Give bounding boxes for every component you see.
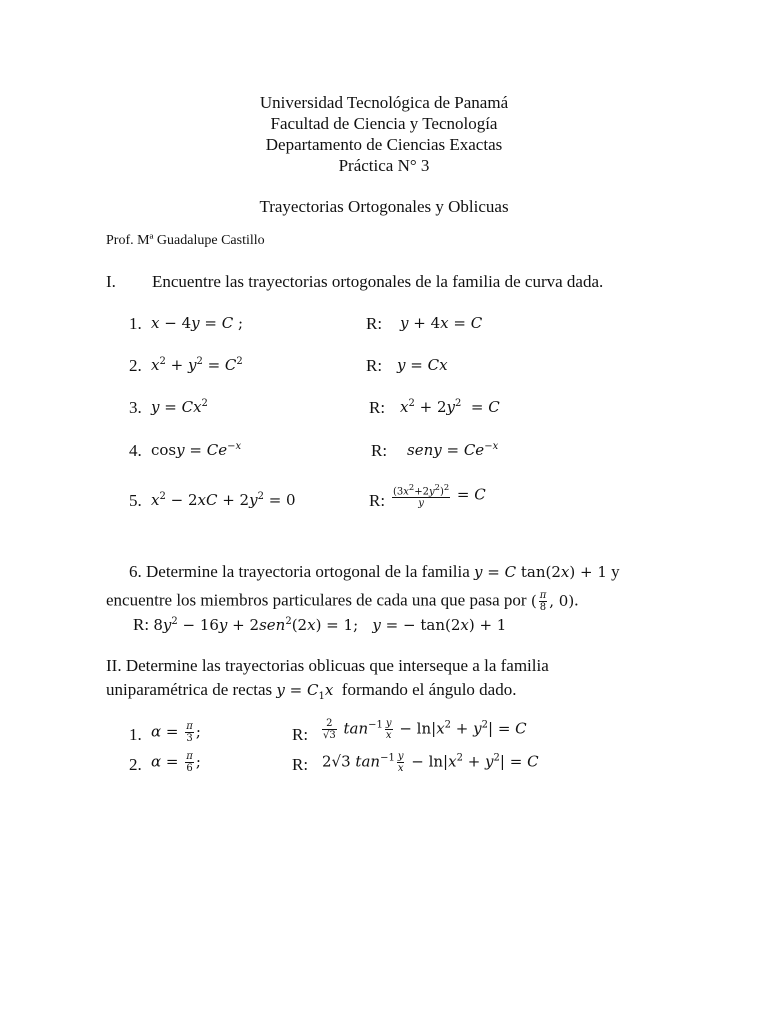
professor-name: Prof. Mª Guadalupe Castillo: [106, 233, 265, 248]
answer-label: R:: [369, 491, 386, 510]
answer-label: R:: [292, 755, 309, 774]
section-2-instruction-line-1: II. Determine las trayectorias oblicuas que interseque a la familia: [106, 656, 549, 675]
answer-1: y + 4x = C: [400, 314, 483, 332]
answer-label: R:: [371, 441, 388, 460]
answer-2: y = Cx: [397, 356, 448, 374]
problem-2: $x^2 + y^2 = C^2$: [151, 356, 243, 374]
item-6-answer: R: $8y^2 - 16y + 2sen^2(2x) = 1$; y = − tan(2x) + 1: [133, 615, 507, 634]
item-number: 1.: [129, 725, 142, 744]
practice-number: Práctica N° 3: [338, 156, 430, 175]
oblique-problem-2: α = $\frac{\pi}{6}$ ;: [151, 751, 201, 774]
problem-1: x − 4y = C ;: [151, 314, 244, 332]
university-name: Universidad Tecnológica de Panamá: [259, 93, 509, 112]
problem-3: $y = Cx^2$: [151, 398, 208, 416]
item-number: 4.: [129, 441, 142, 460]
document-subject: Trayectorias Ortogonales y Oblicuas: [259, 197, 509, 216]
oblique-answer-2: 2√3 $\tan^{-1}$ $\frac{y}{x}$ − $\ln|x^2 + y^2| = C$: [322, 751, 539, 774]
answer-5: $\frac{(3x^2+2y^2)^2}{y}$ = C: [393, 482, 486, 510]
answer-label: R:: [366, 356, 383, 375]
answer-label: R:: [369, 398, 386, 417]
answer-3: $x^2 + 2y^2 = C$: [400, 398, 500, 416]
item-number: 2.: [129, 755, 142, 774]
faculty-name: Facultad de Ciencia y Tecnología: [270, 114, 498, 133]
section-1-instruction: Encuentre las trayectorias ortogonales de la familia de curva dada.: [152, 272, 604, 291]
section-1-numeral: I.: [106, 272, 116, 291]
oblique-answer-1: $\frac{2}{√3}$ $\tan^{-1}$ $\frac{y}{x}$ − $\ln|x^2 + y^2| = C$: [323, 718, 527, 741]
item-6-text-line-2: encuentre los miembros particulares de cada una que pasa por ( $\frac{\pi}{8}$ , 0).: [106, 590, 579, 613]
oblique-problem-1: α = $\frac{\pi}{3}$ ;: [151, 721, 201, 744]
item-number: 5.: [129, 491, 142, 510]
department-name: Departamento de Ciencias Exactas: [265, 135, 503, 154]
answer-4: seny = $Ce^{-x}$: [407, 441, 499, 459]
answer-label: R:: [292, 725, 309, 744]
problem-5: $x^2 - 2xC + 2y^2 = 0$: [151, 491, 296, 509]
item-number: 1.: [129, 314, 142, 333]
item-number: 3.: [129, 398, 142, 417]
item-6-text-line-1: 6. Determine la trayectoria ortogonal de la familia y = C tan(2x) + 1 y: [129, 562, 620, 581]
problem-4: $\cos y = Ce^{-x}$: [151, 441, 242, 459]
section-2-instruction-line-2: uniparamétrica de rectas $y = C_1x$ formando el ángulo dado.: [106, 680, 517, 702]
answer-label: R:: [366, 314, 383, 333]
item-number: 2.: [129, 356, 142, 375]
